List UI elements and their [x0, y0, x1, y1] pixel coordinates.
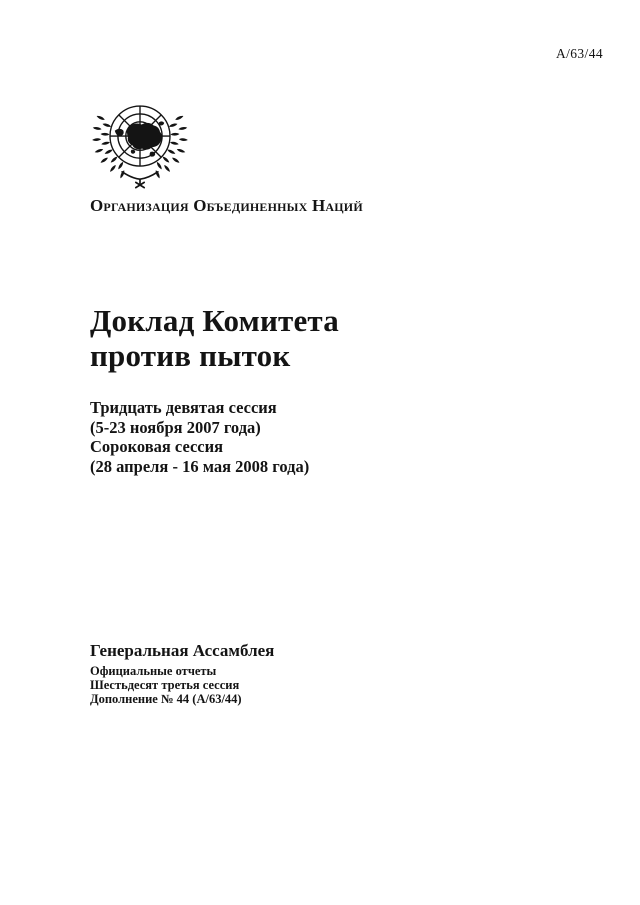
document-symbol: A/63/44	[555, 46, 603, 61]
general-assembly-label: Генеральная Ассамблея	[90, 641, 275, 660]
session-dates: (5-23 ноября 2007 года)	[90, 417, 261, 437]
supplement-label: Дополнение № 44 (A/63/44)	[90, 692, 242, 706]
report-title	[90, 303, 339, 373]
official-records-label: Официальные отчеты	[90, 664, 217, 678]
report-title-line2: против пыток	[90, 338, 291, 373]
publication-info	[90, 641, 274, 706]
organization-name: Организация Объединенных Наций	[90, 196, 363, 215]
session-line: Тридцать девятая сессия	[90, 398, 277, 417]
session-dates: (28 апреля - 16 мая 2008 года)	[90, 456, 310, 476]
assembly-session-label: Шестьдесят третья сессия	[90, 678, 240, 692]
report-title-line1: Доклад Комитета	[90, 303, 339, 338]
session-line: Сороковая сессия	[90, 437, 224, 456]
session-info	[90, 398, 309, 476]
un-emblem-icon	[86, 95, 194, 195]
